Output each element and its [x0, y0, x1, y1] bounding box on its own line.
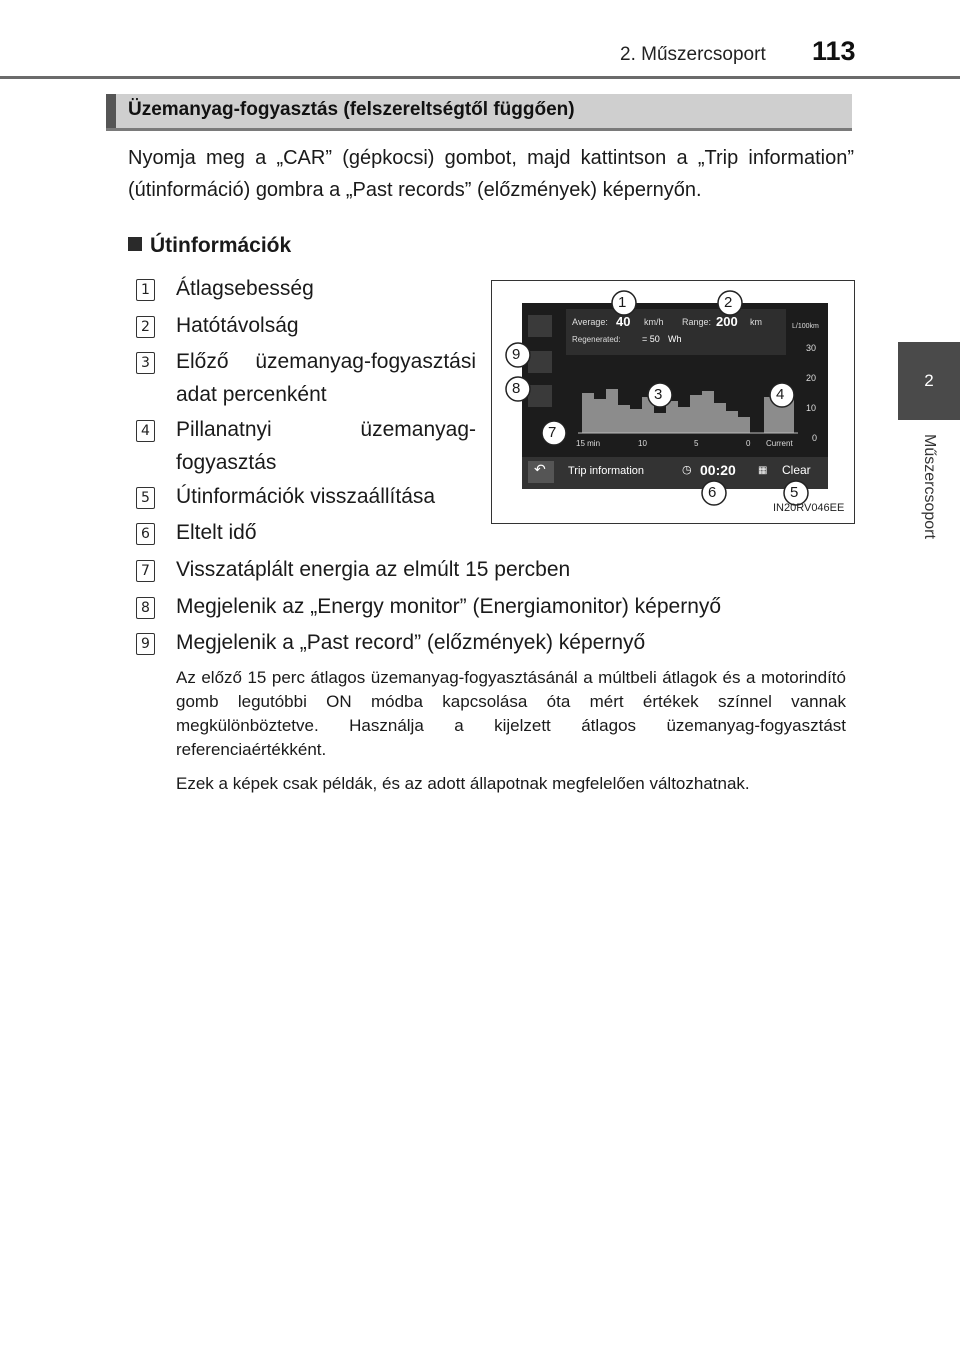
info-panel — [566, 309, 786, 355]
page-number: 113 — [812, 36, 856, 66]
callout-number: 2 — [724, 294, 733, 311]
intro-paragraph: Nyomja meg a „CAR” (gépkocsi) gombot, majd kattintson a „Trip information” (útinformáció) gombra a „Past records” (előzmények) képernyőn. — [128, 147, 854, 201]
item-number: 7 — [136, 560, 155, 582]
item-number: 5 — [136, 487, 155, 509]
average-label: Average: — [572, 317, 608, 327]
bar — [630, 409, 642, 433]
item-text: Előző üzemanyag-fogyasztási adat percenként — [176, 350, 476, 406]
chapter-title: 2. Műszercsoport — [620, 44, 766, 65]
callout-number: 4 — [776, 386, 785, 403]
flag-icon — [528, 315, 552, 337]
item-text: Útinformációk visszaállítása — [176, 485, 436, 508]
item-text: Pillanatnyi üzemanyag-fogyasztás — [176, 418, 476, 474]
clock-icon: ◷ — [682, 464, 692, 476]
x-tick: 0 — [746, 439, 751, 448]
average-unit: km/h — [644, 317, 664, 327]
callout-number: 3 — [654, 386, 663, 403]
item-number: 3 — [136, 352, 155, 374]
item-text: Hatótávolság — [176, 314, 299, 337]
bar — [594, 399, 606, 433]
note-paragraph: Ezek a képek csak példák, és az adott állapotnak megfelelően változhatnak. — [176, 774, 750, 793]
chapter-tab-number: 2 — [924, 371, 934, 390]
item-text: Átlagsebesség — [176, 277, 314, 300]
item-text: Eltelt idő — [176, 521, 257, 544]
regenerated-value: = 50 — [642, 334, 660, 344]
y-tick: 10 — [806, 403, 817, 413]
item-number: 8 — [136, 597, 155, 619]
callout-number: 8 — [512, 380, 521, 397]
item-number: 4 — [136, 420, 155, 442]
bar — [678, 407, 690, 433]
trip-screen-illustration — [492, 281, 854, 523]
bar — [738, 417, 750, 433]
bar — [654, 413, 666, 433]
bar — [606, 389, 618, 433]
item-number: 2 — [136, 316, 155, 338]
x-tick: 10 — [638, 439, 647, 448]
trip-information-figure — [491, 280, 855, 524]
subheading — [128, 234, 291, 258]
regenerated-label: Regenerated: — [572, 335, 621, 344]
bar — [618, 405, 630, 433]
header-rule — [0, 76, 960, 79]
average-value: 40 — [616, 314, 631, 329]
callout-number: 7 — [548, 424, 557, 441]
energy-icon — [528, 385, 552, 407]
chapter-tab-label-text: Műszercsoport — [921, 434, 938, 539]
y-tick: 0 — [812, 433, 818, 443]
regenerated-unit: Wh — [668, 334, 682, 344]
x-tick: 15 min — [576, 439, 601, 448]
range-label: Range: — [682, 317, 712, 327]
clear-icon: ▦ — [758, 465, 768, 476]
x-tick: 5 — [694, 439, 699, 448]
section-title: Üzemanyag-fogyasztás (felszereltségtől függően) — [128, 99, 575, 120]
subheading-text: Útinformációk — [150, 234, 292, 257]
section-header — [106, 94, 852, 131]
callout-number: 9 — [512, 346, 521, 363]
back-arrow-icon: ↶ — [534, 461, 546, 477]
figure-code: IN20RV046EE — [773, 502, 845, 514]
y-tick: 20 — [806, 373, 817, 383]
bar — [726, 411, 738, 433]
clear-label: Clear — [782, 463, 811, 477]
item-text: Visszatáplált energia az elmúlt 15 percben — [176, 558, 571, 581]
callout-number: 5 — [790, 484, 799, 501]
range-value: 200 — [716, 314, 738, 329]
item-text: Megjelenik az „Energy monitor” (Energiamonitor) képernyő — [176, 595, 722, 618]
elapsed-time: 00:20 — [700, 462, 736, 478]
item-number: 1 — [136, 279, 155, 301]
item-number: 6 — [136, 523, 155, 545]
callout-number: 6 — [708, 484, 717, 501]
bar — [666, 401, 678, 433]
item-text: Megjelenik a „Past record” (előzmények) képernyő — [176, 631, 646, 654]
range-unit: km — [750, 317, 762, 327]
note-paragraph: Az előző 15 perc átlagos üzemanyag-fogyasztásánál a múltbeli átlagok és a motorindító gomb legutóbbi ON módba kapcsolása óta mért értékek színnel vannak megkülönböztetve. Használja a kijelzett átlagos üzemanyag-fogyasztást referenciaértékként. — [176, 668, 846, 759]
bar — [702, 391, 714, 433]
item-number: 9 — [136, 633, 155, 655]
x-tick: Current — [766, 439, 793, 448]
unit-label: L/100km — [792, 323, 819, 330]
chapter-tab-label — [898, 420, 960, 580]
trip-information-label: Trip information — [568, 465, 645, 477]
bar — [582, 393, 594, 433]
callout-number: 1 — [618, 294, 627, 311]
y-tick: 30 — [806, 343, 817, 353]
chapter-tab — [898, 342, 960, 420]
square-bullet-icon — [128, 237, 142, 251]
fuel-icon — [528, 351, 552, 373]
bar — [690, 395, 702, 433]
bar — [714, 403, 726, 433]
